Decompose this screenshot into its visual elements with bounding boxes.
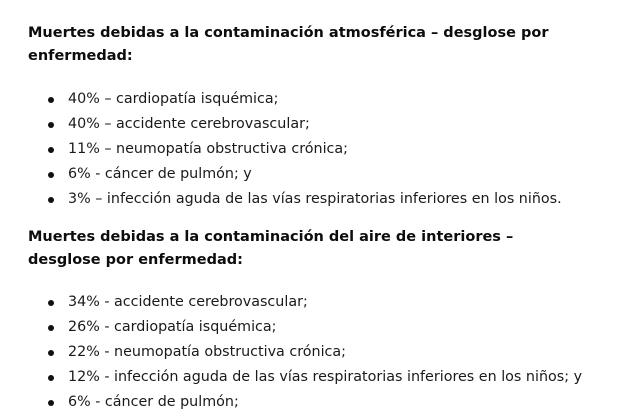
list-item-text: 6% - cáncer de pulmón; xyxy=(68,394,239,410)
section-heading-indoor-air: Muertes debidas a la contaminación del aire de interiores – desglose por enfermedad: xyxy=(28,229,514,268)
bullet-icon xyxy=(48,400,54,406)
outdoor-air-disease-list xyxy=(28,87,633,212)
list-item-text: 6% - cáncer de pulmón; y xyxy=(68,166,252,182)
list-item xyxy=(28,112,633,137)
list-item xyxy=(28,162,633,187)
bullet-icon xyxy=(48,375,54,381)
bullet-icon xyxy=(48,122,54,128)
list-item-text: 11% – neumopatía obstructiva crónica; xyxy=(68,141,348,157)
list-item xyxy=(28,315,633,340)
bullet-icon xyxy=(48,172,54,178)
list-item xyxy=(28,390,633,415)
list-item-text: 40% – accidente cerebrovascular; xyxy=(68,116,310,132)
list-item-text: 12% - infección aguda de las vías respiratorias inferiores en los niños; y xyxy=(68,369,583,385)
bullet-icon xyxy=(48,97,54,103)
list-item xyxy=(28,187,633,212)
list-item xyxy=(28,365,633,390)
list-item xyxy=(28,137,633,162)
bullet-icon xyxy=(48,300,54,306)
list-item xyxy=(28,87,633,112)
list-item xyxy=(28,340,633,365)
list-item-text: 40% – cardiopatía isquémica; xyxy=(68,91,279,107)
bullet-icon xyxy=(48,147,54,153)
list-item xyxy=(28,290,633,315)
section-heading-outdoor-air: Muertes debidas a la contaminación atmosférica – desglose por enfermedad: xyxy=(28,25,549,64)
list-item-text: 3% – infección aguda de las vías respiratorias inferiores en los niños. xyxy=(68,191,562,207)
bullet-icon xyxy=(48,197,54,203)
list-item-text: 34% - accidente cerebrovascular; xyxy=(68,294,308,310)
list-item-text: 22% - neumopatía obstructiva crónica; xyxy=(68,344,347,360)
bullet-icon xyxy=(48,350,54,356)
indoor-air-disease-list xyxy=(28,290,633,415)
bullet-icon xyxy=(48,325,54,331)
list-item-text: 26% - cardiopatía isquémica; xyxy=(68,319,277,335)
